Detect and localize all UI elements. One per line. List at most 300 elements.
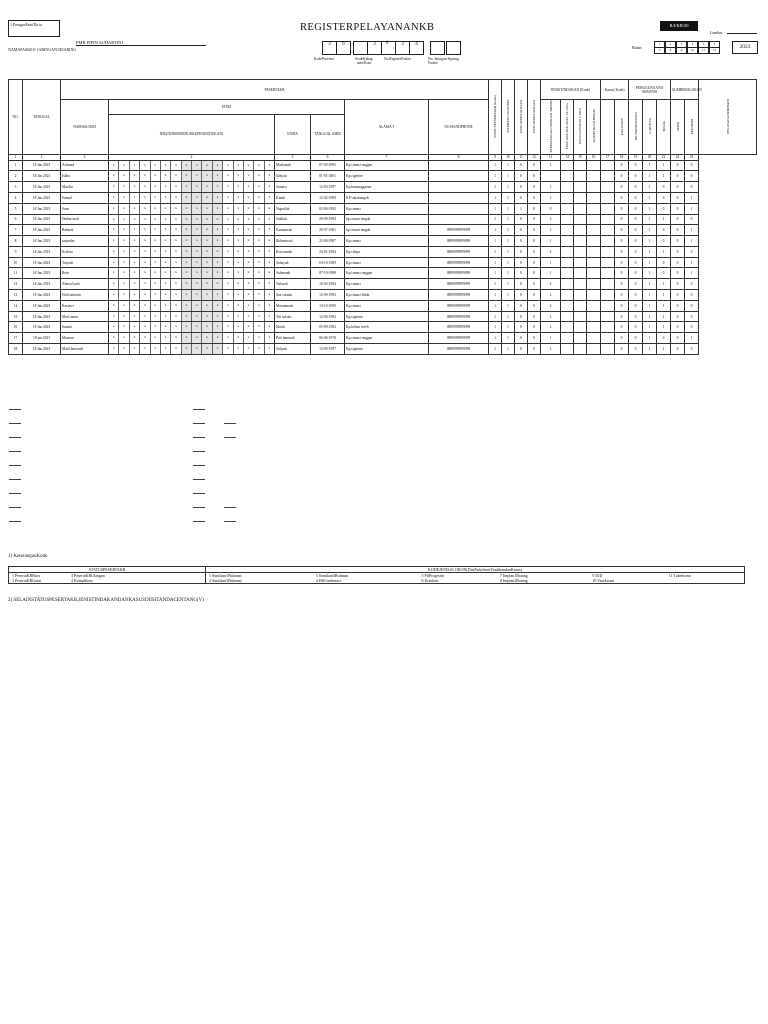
cell-c18[interactable]: 0 — [615, 257, 629, 268]
cell-c21[interactable]: 0 — [657, 333, 671, 344]
cell-c13[interactable]: 0 — [541, 203, 561, 214]
cell-c12[interactable]: 0 — [528, 192, 541, 203]
cell-empty[interactable] — [574, 171, 587, 182]
cell-c19[interactable]: 0 — [629, 236, 643, 247]
cell-empty[interactable] — [587, 203, 601, 214]
cell-c22[interactable]: 0 — [671, 214, 685, 225]
cell-c22[interactable]: 0 — [671, 203, 685, 214]
cell-c19[interactable]: 0 — [629, 160, 643, 171]
kode-digit[interactable]: 3 — [395, 41, 410, 55]
cell-lahir[interactable]: 16-02-1984 — [311, 279, 345, 290]
cell-c12[interactable]: 0 — [528, 246, 541, 257]
cell-empty[interactable] — [574, 192, 587, 203]
cell-empty[interactable] — [574, 214, 587, 225]
cell-no[interactable]: 9 — [9, 246, 23, 257]
cell-c19[interactable]: 0 — [629, 311, 643, 322]
cell-lahir[interactable]: 07-03-1995 — [311, 160, 345, 171]
cell-tgl[interactable]: 18 Jan 2023 — [23, 279, 61, 290]
cell-no[interactable]: 14 — [9, 300, 23, 311]
cell-c21[interactable]: 1 — [657, 300, 671, 311]
cell-nama[interactable]: Kinah — [275, 192, 311, 203]
cell-empty[interactable] — [587, 246, 601, 257]
cell-no[interactable]: 15 — [9, 311, 23, 322]
cell-no[interactable]: 5 — [9, 203, 23, 214]
cell-nama[interactable]: Titi suhaiti — [275, 311, 311, 322]
cell-suami[interactable]: Kastawi — [61, 300, 109, 311]
cell-nama[interactable]: Sunarsi — [275, 182, 311, 193]
cell-c22[interactable]: 0 — [671, 257, 685, 268]
cell-alamat[interactable]: Kp.cimasi lebak — [345, 290, 429, 301]
cell-c23[interactable]: 1 — [685, 203, 699, 214]
cell-c22[interactable]: 0 — [671, 311, 685, 322]
cell-c23[interactable]: 1 — [685, 192, 699, 203]
kode-digit[interactable]: 3 — [367, 41, 382, 55]
cell-c20[interactable]: 1 — [643, 268, 657, 279]
bulan-box[interactable]: 4 — [687, 41, 698, 48]
cell-c23[interactable]: 1 — [685, 268, 699, 279]
cell-empty[interactable] — [587, 344, 601, 355]
cell-c13[interactable]: 1 — [541, 257, 561, 268]
cell-c18[interactable]: 0 — [615, 311, 629, 322]
cell-no[interactable]: 8 — [9, 236, 23, 247]
cell-c10[interactable]: 1 — [502, 322, 515, 333]
cell-c22[interactable]: 0 — [671, 322, 685, 333]
cell-c9[interactable]: 1 — [489, 257, 502, 268]
cell-hp[interactable] — [429, 214, 489, 225]
cell-c18[interactable]: 0 — [615, 214, 629, 225]
cell-empty[interactable] — [561, 311, 574, 322]
cell-empty[interactable] — [601, 225, 615, 236]
cell-c21[interactable]: 0 — [657, 192, 671, 203]
cell-hp[interactable]: 0899999999999 — [429, 225, 489, 236]
cell-empty[interactable] — [574, 333, 587, 344]
cell-c21[interactable]: 1 — [657, 171, 671, 182]
cell-lahir[interactable]: 24-01-1984 — [311, 246, 345, 257]
cell-c12[interactable]: 0 — [528, 290, 541, 301]
cell-nik[interactable] — [109, 268, 275, 279]
cell-c21[interactable]: 1 — [657, 279, 671, 290]
cell-c21[interactable]: 0 — [657, 182, 671, 193]
cell-nama[interactable]: Sua susanti — [275, 290, 311, 301]
cell-c22[interactable]: 0 — [671, 268, 685, 279]
cell-c10[interactable]: 1 — [502, 344, 515, 355]
cell-c9[interactable]: 1 — [489, 160, 502, 171]
cell-c12[interactable]: 0 — [528, 344, 541, 355]
cell-no[interactable]: 17 — [9, 333, 23, 344]
cell-c13[interactable]: 2 — [541, 322, 561, 333]
cell-empty[interactable] — [561, 322, 574, 333]
cell-tgl[interactable]: 18 Jan 2023 — [23, 214, 61, 225]
cell-c20[interactable]: 1 — [643, 225, 657, 236]
cell-c10[interactable]: 1 — [502, 214, 515, 225]
cell-suami[interactable]: Kodani — [61, 246, 109, 257]
cell-alamat[interactable]: Kp.cimasi onggan — [345, 160, 429, 171]
kode-digit[interactable] — [430, 41, 445, 55]
cell-nama[interactable]: Mesanawati — [275, 300, 311, 311]
cell-empty[interactable] — [561, 225, 574, 236]
kode-digit[interactable]: 6 — [336, 41, 351, 55]
cell-c12[interactable]: 0 — [528, 257, 541, 268]
cell-no[interactable]: 16 — [9, 322, 23, 333]
cell-empty[interactable] — [561, 300, 574, 311]
cell-c20[interactable]: 1 — [643, 333, 657, 344]
cell-nik[interactable] — [109, 333, 275, 344]
cell-empty[interactable] — [587, 160, 601, 171]
cell-c10[interactable]: 1 — [502, 300, 515, 311]
cell-alamat[interactable]: Kp.kemangganan — [345, 182, 429, 193]
cell-c18[interactable]: 0 — [615, 236, 629, 247]
cell-c21[interactable]: 1 — [657, 311, 671, 322]
cell-c9[interactable]: 1 — [489, 236, 502, 247]
cell-c11[interactable]: 0 — [515, 279, 528, 290]
cell-tgl[interactable]: 18 Jan 2023 — [23, 300, 61, 311]
kode-digit[interactable] — [446, 41, 461, 55]
cell-suami[interactable]: Bein — [61, 268, 109, 279]
cell-empty[interactable] — [574, 279, 587, 290]
cell-lahir[interactable]: 28-07-1981 — [311, 225, 345, 236]
cell-lahir[interactable]: 12-09-1995 — [311, 290, 345, 301]
cell-lahir[interactable]: 12-04-1982 — [311, 311, 345, 322]
cell-empty[interactable] — [561, 203, 574, 214]
cell-nik[interactable] — [109, 182, 275, 193]
cell-c12[interactable]: 0 — [528, 279, 541, 290]
cell-suami[interactable]: Manean — [61, 333, 109, 344]
cell-c11[interactable]: 0 — [515, 333, 528, 344]
cell-suami[interactable]: Baharni — [61, 225, 109, 236]
cell-c22[interactable]: 0 — [671, 225, 685, 236]
cell-tgl[interactable]: 18 Jan 2023 — [23, 257, 61, 268]
cell-tgl[interactable]: 18 Jan 2023 — [23, 182, 61, 193]
cell-c10[interactable]: 1 — [502, 225, 515, 236]
cell-c13[interactable]: 1 — [541, 236, 561, 247]
cell-tgl[interactable]: 18 Jan 2023 — [23, 246, 61, 257]
cell-c19[interactable]: 0 — [629, 203, 643, 214]
cell-c19[interactable]: 0 — [629, 268, 643, 279]
cell-c23[interactable]: 0 — [685, 246, 699, 257]
cell-c21[interactable]: 0 — [657, 236, 671, 247]
cell-hp[interactable]: 0899999999999 — [429, 279, 489, 290]
cell-suami[interactable]: Samad — [61, 192, 109, 203]
cell-c19[interactable]: 0 — [629, 279, 643, 290]
cell-c23[interactable]: 0 — [685, 214, 699, 225]
cell-alamat[interactable]: Kp.cimasi — [345, 279, 429, 290]
cell-hp[interactable]: 0899999999999 — [429, 322, 489, 333]
cell-nik[interactable] — [109, 214, 275, 225]
bulan-box[interactable]: 10 — [687, 47, 698, 54]
cell-c19[interactable]: 0 — [629, 182, 643, 193]
cell-suami[interactable]: Sanuki — [61, 322, 109, 333]
cell-alamat[interactable]: kp.cimasi tengah — [345, 225, 429, 236]
cell-hp[interactable]: 0899999999999 — [429, 268, 489, 279]
cell-empty[interactable] — [574, 203, 587, 214]
cell-empty[interactable] — [587, 171, 601, 182]
cell-c9[interactable]: 1 — [489, 192, 502, 203]
cell-empty[interactable] — [601, 192, 615, 203]
cell-no[interactable]: 2 — [9, 171, 23, 182]
cell-c23[interactable]: 0 — [685, 279, 699, 290]
bulan-box[interactable]: 1 — [654, 41, 665, 48]
cell-c23[interactable]: 0 — [685, 322, 699, 333]
cell-c19[interactable]: 0 — [629, 225, 643, 236]
cell-c11[interactable]: 0 — [515, 257, 528, 268]
cell-tgl[interactable]: 18 Jan 2023 — [23, 171, 61, 182]
cell-empty[interactable] — [561, 257, 574, 268]
cell-c19[interactable]: 0 — [629, 333, 643, 344]
cell-c10[interactable]: 1 — [502, 160, 515, 171]
cell-c9[interactable]: 1 — [489, 279, 502, 290]
cell-alamat[interactable]: KP sukabungah — [345, 192, 429, 203]
cell-hp[interactable]: 0899999999999 — [429, 311, 489, 322]
cell-c19[interactable]: 0 — [629, 214, 643, 225]
cell-alamat[interactable]: Kp.cimasi — [345, 203, 429, 214]
cell-tgl[interactable]: 18 Jan 2023 — [23, 322, 61, 333]
cell-c10[interactable]: 1 — [502, 268, 515, 279]
cell-alamat[interactable]: Kp.cimasi — [345, 236, 429, 247]
cell-c21[interactable]: 1 — [657, 344, 671, 355]
cell-c13[interactable]: 1 — [541, 225, 561, 236]
cell-empty[interactable] — [587, 333, 601, 344]
cell-alamat[interactable]: Kp.cimasi — [345, 300, 429, 311]
cell-empty[interactable] — [574, 311, 587, 322]
cell-c21[interactable]: 0 — [657, 225, 671, 236]
cell-c19[interactable]: 0 — [629, 246, 643, 257]
cell-c9[interactable]: 1 — [489, 203, 502, 214]
cell-empty[interactable] — [561, 333, 574, 344]
cell-c10[interactable]: 1 — [502, 257, 515, 268]
cell-empty[interactable] — [601, 333, 615, 344]
cell-c13[interactable]: 2 — [541, 290, 561, 301]
cell-empty[interactable] — [574, 182, 587, 193]
bulan-box[interactable]: 3 — [676, 41, 687, 48]
cell-c9[interactable]: 1 — [489, 225, 502, 236]
cell-c22[interactable]: 0 — [671, 344, 685, 355]
cell-c21[interactable]: 1 — [657, 290, 671, 301]
cell-suami[interactable]: Iskhu — [61, 171, 109, 182]
cell-nik[interactable] — [109, 257, 275, 268]
cell-empty[interactable] — [587, 290, 601, 301]
cell-c13[interactable]: 2 — [541, 160, 561, 171]
cell-suami[interactable]: Wali nuhorin — [61, 290, 109, 301]
cell-suami[interactable]: sarpudin — [61, 236, 109, 247]
cell-c13[interactable] — [541, 171, 561, 182]
cell-nama[interactable]: Suhenanh — [275, 268, 311, 279]
cell-tgl[interactable]: 18 Jan 2023 — [23, 192, 61, 203]
cell-c11[interactable]: 0 — [515, 171, 528, 182]
cell-c13[interactable]: 2 — [541, 279, 561, 290]
cell-nama[interactable]: Suhayah — [275, 257, 311, 268]
cell-hp[interactable]: 0899999999999 — [429, 246, 489, 257]
cell-c12[interactable]: 0 — [528, 203, 541, 214]
cell-empty[interactable] — [601, 160, 615, 171]
cell-hp[interactable]: 0899999999999 — [429, 300, 489, 311]
cell-empty[interactable] — [574, 246, 587, 257]
cell-no[interactable]: 10 — [9, 257, 23, 268]
cell-empty[interactable] — [574, 290, 587, 301]
cell-c13[interactable]: 2 — [541, 300, 561, 311]
cell-c18[interactable]: 0 — [615, 192, 629, 203]
cell-c13[interactable]: 2 — [541, 214, 561, 225]
cell-nama[interactable]: Nupnilah — [275, 203, 311, 214]
cell-c19[interactable]: 0 — [629, 344, 643, 355]
bulan-box[interactable]: 8 — [665, 47, 676, 54]
cell-suami[interactable]: Sana — [61, 203, 109, 214]
cell-nik[interactable] — [109, 344, 275, 355]
cell-empty[interactable] — [574, 236, 587, 247]
cell-c13[interactable]: 1 — [541, 333, 561, 344]
cell-c21[interactable]: 0 — [657, 203, 671, 214]
cell-nama[interactable]: Suhyati — [275, 344, 311, 355]
cell-empty[interactable] — [561, 171, 574, 182]
cell-c11[interactable]: 0 — [515, 182, 528, 193]
cell-empty[interactable] — [561, 344, 574, 355]
cell-c12[interactable]: 0 — [528, 171, 541, 182]
cell-c9[interactable]: 1 — [489, 268, 502, 279]
cell-c10[interactable]: 1 — [502, 311, 515, 322]
cell-no[interactable]: 6 — [9, 214, 23, 225]
cell-c18[interactable]: 0 — [615, 171, 629, 182]
cell-empty[interactable] — [587, 311, 601, 322]
cell-c10[interactable]: 1 — [502, 279, 515, 290]
cell-tgl[interactable]: 18 Jan 2023 — [23, 290, 61, 301]
cell-lahir[interactable]: 07-10-1988 — [311, 268, 345, 279]
cell-empty[interactable] — [574, 268, 587, 279]
cell-empty[interactable] — [561, 182, 574, 193]
cell-no[interactable]: 18 — [9, 344, 23, 355]
cell-empty[interactable] — [561, 290, 574, 301]
cell-lahir[interactable]: 22-04-1987 — [311, 236, 345, 247]
cell-tgl[interactable]: 18 Jan 2023 — [23, 344, 61, 355]
cell-c12[interactable]: 0 — [528, 160, 541, 171]
cell-hp[interactable]: 0899999999999 — [429, 236, 489, 247]
cell-empty[interactable] — [601, 322, 615, 333]
cell-suami[interactable]: Madi Imrorudi — [61, 344, 109, 355]
cell-empty[interactable] — [561, 160, 574, 171]
cell-hp[interactable]: 0899999999999 — [429, 333, 489, 344]
bulan-box[interactable]: 6 — [709, 41, 720, 48]
cell-c12[interactable]: 0 — [528, 225, 541, 236]
cell-nama[interactable]: Maskanah — [275, 160, 311, 171]
cell-empty[interactable] — [601, 268, 615, 279]
cell-c11[interactable]: 0 — [515, 225, 528, 236]
cell-c20[interactable]: 1 — [643, 203, 657, 214]
cell-c20[interactable]: 1 — [643, 214, 657, 225]
cell-alamat[interactable]: Kp.kebun sereh — [345, 322, 429, 333]
cell-c13[interactable]: 2 — [541, 246, 561, 257]
cell-c23[interactable]: 1 — [685, 225, 699, 236]
cell-c18[interactable]: 0 — [615, 182, 629, 193]
cell-c18[interactable]: 0 — [615, 246, 629, 257]
cell-nik[interactable] — [109, 279, 275, 290]
cell-lahir[interactable]: 13-10-1990 — [311, 300, 345, 311]
cell-nama[interactable]: Sakilah — [275, 214, 311, 225]
cell-no[interactable]: 1 — [9, 160, 23, 171]
cell-empty[interactable] — [601, 182, 615, 193]
bulan-box[interactable]: 7 — [654, 47, 665, 54]
cell-suami[interactable]: Tuiyudi — [61, 257, 109, 268]
cell-empty[interactable] — [561, 214, 574, 225]
cell-c11[interactable]: 0 — [515, 311, 528, 322]
cell-c12[interactable]: 0 — [528, 236, 541, 247]
cell-hp[interactable] — [429, 192, 489, 203]
cell-c22[interactable]: 0 — [671, 300, 685, 311]
cell-empty[interactable] — [587, 225, 601, 236]
cell-c22[interactable]: 0 — [671, 171, 685, 182]
cell-c10[interactable]: 1 — [502, 192, 515, 203]
cell-empty[interactable] — [587, 214, 601, 225]
cell-empty[interactable] — [587, 182, 601, 193]
cell-nik[interactable] — [109, 300, 275, 311]
cell-tgl[interactable]: 18 Jan 2023 — [23, 268, 61, 279]
cell-c18[interactable]: 0 — [615, 290, 629, 301]
cell-c20[interactable]: 1 — [643, 171, 657, 182]
cell-c11[interactable]: 0 — [515, 290, 528, 301]
cell-empty[interactable] — [574, 322, 587, 333]
cell-c12[interactable]: 0 — [528, 333, 541, 344]
bulan-box[interactable]: 5 — [698, 41, 709, 48]
cell-no[interactable]: 4 — [9, 192, 23, 203]
bulan-box[interactable]: 9 — [676, 47, 687, 54]
cell-empty[interactable] — [601, 344, 615, 355]
cell-nik[interactable] — [109, 311, 275, 322]
cell-tgl[interactable]: 18 Jan 2023 — [23, 236, 61, 247]
cell-c11[interactable]: 0 — [515, 344, 528, 355]
cell-lahir[interactable]: 02-04-1992 — [311, 203, 345, 214]
cell-c18[interactable]: 0 — [615, 203, 629, 214]
cell-empty[interactable] — [587, 192, 601, 203]
cell-nama[interactable]: Rohmawati — [275, 236, 311, 247]
cell-empty[interactable] — [587, 236, 601, 247]
cell-nama[interactable]: Een suseah — [275, 246, 311, 257]
cell-c23[interactable]: 0 — [685, 290, 699, 301]
cell-c19[interactable]: 0 — [629, 192, 643, 203]
cell-c12[interactable]: 0 — [528, 300, 541, 311]
cell-alamat[interactable]: Kp.cimasi onggan — [345, 268, 429, 279]
cell-nama[interactable]: Puti lamsuah — [275, 333, 311, 344]
cell-c10[interactable]: 1 — [502, 203, 515, 214]
cell-empty[interactable] — [601, 300, 615, 311]
cell-c11[interactable]: 0 — [515, 268, 528, 279]
cell-lahir[interactable]: 12-03-1997 — [311, 182, 345, 193]
cell-c18[interactable]: 0 — [615, 225, 629, 236]
cell-no[interactable]: 3 — [9, 182, 23, 193]
cell-alamat[interactable]: kp.cimasi tengah — [345, 214, 429, 225]
cell-c13[interactable]: 2 — [541, 344, 561, 355]
cell-suami[interactable]: Mad sanan — [61, 311, 109, 322]
cell-c22[interactable]: 0 — [671, 192, 685, 203]
cell-c20[interactable]: 1 — [643, 322, 657, 333]
cell-c22[interactable]: 0 — [671, 279, 685, 290]
cell-c10[interactable]: 1 — [502, 182, 515, 193]
cell-nik[interactable] — [109, 192, 275, 203]
cell-c9[interactable]: 1 — [489, 344, 502, 355]
cell-nik[interactable] — [109, 225, 275, 236]
cell-c10[interactable]: 1 — [502, 236, 515, 247]
cell-suami[interactable]: Achmad — [61, 160, 109, 171]
cell-empty[interactable] — [561, 268, 574, 279]
cell-tgl[interactable]: 18 Jan 2023 — [23, 225, 61, 236]
cell-c18[interactable]: 0 — [615, 268, 629, 279]
cell-c10[interactable]: 1 — [502, 290, 515, 301]
cell-tgl[interactable]: 18 jan 2023 — [23, 333, 61, 344]
cell-suami[interactable]: Masdin — [61, 182, 109, 193]
cell-no[interactable]: 11 — [9, 268, 23, 279]
cell-tgl[interactable]: 18 Jan 2023 — [23, 203, 61, 214]
cell-empty[interactable] — [561, 236, 574, 247]
cell-nama[interactable]: Iibrah — [275, 322, 311, 333]
cell-nik[interactable] — [109, 203, 275, 214]
cell-c23[interactable]: 0 — [685, 300, 699, 311]
cell-c12[interactable]: 0 — [528, 322, 541, 333]
